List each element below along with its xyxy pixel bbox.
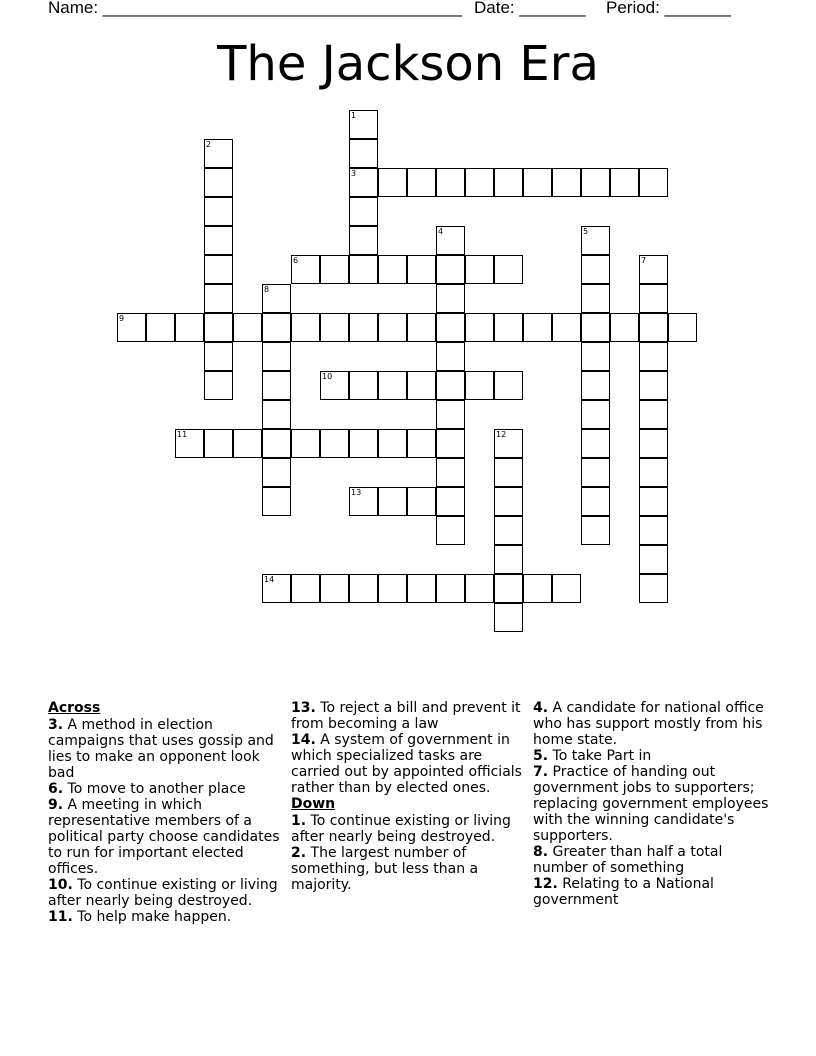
cell-number: 5 <box>583 227 589 236</box>
crossword-cell[interactable] <box>552 574 581 603</box>
crossword-cell[interactable] <box>639 284 668 313</box>
clue-text: To continue existing or living after nearly being destroyed. <box>291 813 511 845</box>
clue-down-8 <box>533 844 773 876</box>
cell-number: 9 <box>119 314 125 323</box>
clue-across-9 <box>48 797 284 877</box>
crossword-cell[interactable] <box>349 168 378 197</box>
clue-text: To help make happen. <box>77 909 232 925</box>
crossword-cell[interactable] <box>291 574 320 603</box>
clue-down-12 <box>533 876 773 908</box>
crossword-cell[interactable] <box>204 371 233 400</box>
crossword-cell[interactable] <box>494 545 523 574</box>
crossword-cell[interactable] <box>436 226 465 255</box>
crossword-cell[interactable] <box>349 255 378 284</box>
crossword-cell[interactable] <box>349 226 378 255</box>
crossword-cell[interactable] <box>407 487 436 516</box>
cell-number: 8 <box>264 285 270 294</box>
cell-number: 10 <box>322 372 333 381</box>
crossword-cell[interactable] <box>204 313 233 342</box>
crossword-cell[interactable] <box>117 313 146 342</box>
crossword-cell[interactable] <box>262 284 291 313</box>
crossword-cell[interactable] <box>465 574 494 603</box>
crossword-cell[interactable] <box>523 168 552 197</box>
clue-across-14 <box>291 732 525 796</box>
crossword-cell[interactable] <box>436 574 465 603</box>
clue-across-11 <box>48 909 284 925</box>
crossword-cell[interactable] <box>262 371 291 400</box>
clues-column-1 <box>48 700 284 925</box>
crossword-cell[interactable] <box>639 342 668 371</box>
crossword-cell[interactable] <box>349 371 378 400</box>
crossword-cell[interactable] <box>436 516 465 545</box>
clue-number: 13. <box>291 700 316 716</box>
crossword-cell[interactable] <box>204 429 233 458</box>
clue-text: Practice of handing out government jobs to supporters; replacing government employees with the winning candidate's supporters. <box>533 764 769 844</box>
clue-text: The largest number of something, but less than a majority. <box>291 845 479 893</box>
cell-number: 14 <box>264 575 275 584</box>
clue-down-4 <box>533 700 773 748</box>
crossword-cell[interactable] <box>262 458 291 487</box>
crossword-cell[interactable] <box>204 226 233 255</box>
clue-text: A method in election campaigns that uses gossip and lies to make an opponent look bad <box>48 717 274 781</box>
crossword-cell[interactable] <box>639 255 668 284</box>
cell-number: 3 <box>351 169 357 178</box>
crossword-cell[interactable] <box>262 574 291 603</box>
clue-number: 10. <box>48 877 73 893</box>
across-heading: Across <box>48 700 101 716</box>
crossword-cell[interactable] <box>320 429 349 458</box>
clue-text: To reject a bill and prevent it from becoming a law <box>291 700 521 732</box>
crossword-cell[interactable] <box>581 516 610 545</box>
crossword-cell[interactable] <box>581 168 610 197</box>
crossword-cell[interactable] <box>581 313 610 342</box>
crossword-cell[interactable] <box>639 313 668 342</box>
crossword-cell[interactable] <box>204 139 233 168</box>
crossword-cell[interactable] <box>639 545 668 574</box>
crossword-cell[interactable] <box>523 313 552 342</box>
crossword-cell[interactable] <box>204 168 233 197</box>
crossword-cell[interactable] <box>146 313 175 342</box>
crossword-cell[interactable] <box>581 429 610 458</box>
crossword-cell[interactable] <box>552 168 581 197</box>
crossword-cell[interactable] <box>494 516 523 545</box>
crossword-cell[interactable] <box>262 313 291 342</box>
clue-across-6 <box>48 781 284 797</box>
clue-text: Relating to a National government <box>533 876 714 908</box>
crossword-cell[interactable] <box>175 429 204 458</box>
crossword-cell[interactable] <box>378 429 407 458</box>
crossword-cell[interactable] <box>378 168 407 197</box>
down-heading: Down <box>291 796 336 812</box>
clue-text: Greater than half a total number of something <box>533 844 723 876</box>
crossword-cell[interactable] <box>639 574 668 603</box>
crossword-cell[interactable] <box>436 458 465 487</box>
crossword-cell[interactable] <box>465 313 494 342</box>
crossword-cell[interactable] <box>349 429 378 458</box>
crossword-cell[interactable] <box>378 255 407 284</box>
period-field[interactable]: Period: _______ <box>606 0 731 17</box>
clue-down-5 <box>533 748 773 764</box>
crossword-cell[interactable] <box>436 284 465 313</box>
crossword-cell[interactable] <box>233 313 262 342</box>
clue-number: 6. <box>48 781 64 797</box>
crossword-cell[interactable] <box>291 429 320 458</box>
crossword-cell[interactable] <box>349 313 378 342</box>
crossword-cell[interactable] <box>581 400 610 429</box>
crossword-cell[interactable] <box>581 487 610 516</box>
cell-number: 13 <box>351 488 362 497</box>
crossword-cell[interactable] <box>436 255 465 284</box>
clue-text: To continue existing or living after nearly being destroyed. <box>48 877 278 909</box>
clue-number: 5. <box>533 748 549 764</box>
crossword-cell[interactable] <box>639 429 668 458</box>
crossword-cell[interactable] <box>233 429 262 458</box>
crossword-cell[interactable] <box>494 574 523 603</box>
clue-number: 9. <box>48 797 64 813</box>
cell-number: 6 <box>293 256 299 265</box>
crossword-cell[interactable] <box>639 516 668 545</box>
crossword-cell[interactable] <box>639 458 668 487</box>
crossword-cell[interactable] <box>552 313 581 342</box>
crossword-cell[interactable] <box>494 429 523 458</box>
crossword-cell[interactable] <box>436 342 465 371</box>
crossword-cell[interactable] <box>262 429 291 458</box>
crossword-cell[interactable] <box>407 574 436 603</box>
clue-text: A meeting in which representative members of a political party choose candidates to run for important elected offices. <box>48 797 280 877</box>
crossword-cell[interactable] <box>581 371 610 400</box>
date-field[interactable]: Date: _______ <box>474 0 586 17</box>
clue-text: To take Part in <box>552 748 652 764</box>
crossword-cell[interactable] <box>291 255 320 284</box>
crossword-cell[interactable] <box>639 487 668 516</box>
crossword-cell[interactable] <box>407 255 436 284</box>
crossword-cell[interactable] <box>262 487 291 516</box>
crossword-cell[interactable] <box>581 226 610 255</box>
clues-column-3 <box>533 700 773 908</box>
crossword-cell[interactable] <box>378 313 407 342</box>
crossword-cell[interactable] <box>262 400 291 429</box>
crossword-cell[interactable] <box>349 110 378 139</box>
crossword-cell[interactable] <box>436 168 465 197</box>
crossword-cell[interactable] <box>436 371 465 400</box>
crossword-cell[interactable] <box>407 429 436 458</box>
clue-text: A system of government in which specialized tasks are carried out by appointed officials rather than by elected ones. <box>291 732 522 796</box>
crossword-cell[interactable] <box>436 313 465 342</box>
crossword-cell[interactable] <box>465 255 494 284</box>
crossword-cell[interactable] <box>581 255 610 284</box>
cell-number: 7 <box>641 256 647 265</box>
crossword-cell[interactable] <box>465 371 494 400</box>
clues-column-2 <box>291 700 525 893</box>
crossword-cell[interactable] <box>320 371 349 400</box>
clue-number: 8. <box>533 844 549 860</box>
crossword-cell[interactable] <box>494 371 523 400</box>
crossword-cell[interactable] <box>349 574 378 603</box>
crossword-cell[interactable] <box>291 313 320 342</box>
crossword-cell[interactable] <box>378 487 407 516</box>
crossword-cell[interactable] <box>320 313 349 342</box>
clue-number: 2. <box>291 845 307 861</box>
clue-across-10 <box>48 877 284 909</box>
clue-number: 14. <box>291 732 316 748</box>
crossword-cell[interactable] <box>407 313 436 342</box>
crossword-cell[interactable] <box>494 168 523 197</box>
crossword-cell[interactable] <box>349 487 378 516</box>
clue-down-2 <box>291 845 525 893</box>
crossword-cell[interactable] <box>494 487 523 516</box>
crossword-cell[interactable] <box>639 168 668 197</box>
crossword-cell[interactable] <box>320 255 349 284</box>
crossword-cell[interactable] <box>378 574 407 603</box>
crossword-cell[interactable] <box>581 458 610 487</box>
crossword-cell[interactable] <box>668 313 697 342</box>
crossword-cell[interactable] <box>349 197 378 226</box>
crossword-cell[interactable] <box>378 371 407 400</box>
clue-number: 4. <box>533 700 549 716</box>
clue-number: 1. <box>291 813 307 829</box>
clue-number: 12. <box>533 876 558 892</box>
crossword-cell[interactable] <box>204 284 233 313</box>
crossword-cell[interactable] <box>465 168 494 197</box>
clue-across-3 <box>48 717 284 781</box>
crossword-cell[interactable] <box>436 429 465 458</box>
crossword-cell[interactable] <box>204 342 233 371</box>
crossword-cell[interactable] <box>494 458 523 487</box>
crossword-cell[interactable] <box>494 313 523 342</box>
clue-down-1 <box>291 813 525 845</box>
cell-number: 2 <box>206 140 212 149</box>
crossword-cell[interactable] <box>494 255 523 284</box>
crossword-cell[interactable] <box>407 168 436 197</box>
clue-number: 11. <box>48 909 73 925</box>
clue-text: To move to another place <box>67 781 246 797</box>
crossword-cell[interactable] <box>204 197 233 226</box>
crossword-cell[interactable] <box>610 313 639 342</box>
crossword-cell[interactable] <box>523 574 552 603</box>
crossword-cell[interactable] <box>581 342 610 371</box>
cell-number: 11 <box>177 430 188 439</box>
clue-number: 3. <box>48 717 64 733</box>
crossword-cell[interactable] <box>436 400 465 429</box>
crossword-cell[interactable] <box>436 487 465 516</box>
crossword-cell[interactable] <box>494 603 523 632</box>
crossword-cell[interactable] <box>639 400 668 429</box>
crossword-cell[interactable] <box>407 371 436 400</box>
clue-text: A candidate for national office who has support mostly from his home state. <box>533 700 764 748</box>
crossword-cell[interactable] <box>349 139 378 168</box>
crossword-cell[interactable] <box>204 255 233 284</box>
crossword-cell[interactable] <box>639 371 668 400</box>
cell-number: 12 <box>496 430 507 439</box>
crossword-cell[interactable] <box>581 284 610 313</box>
name-field[interactable]: Name: ______________________________________ <box>48 0 463 17</box>
crossword-cell[interactable] <box>262 342 291 371</box>
crossword-cell[interactable] <box>320 574 349 603</box>
crossword-cell[interactable] <box>175 313 204 342</box>
clue-number: 7. <box>533 764 549 780</box>
clue-across-13 <box>291 700 525 732</box>
cell-number: 4 <box>438 227 444 236</box>
crossword-cell[interactable] <box>610 168 639 197</box>
clue-down-7 <box>533 764 773 844</box>
cell-number: 1 <box>351 111 357 120</box>
page-title: The Jackson Era <box>217 36 599 92</box>
